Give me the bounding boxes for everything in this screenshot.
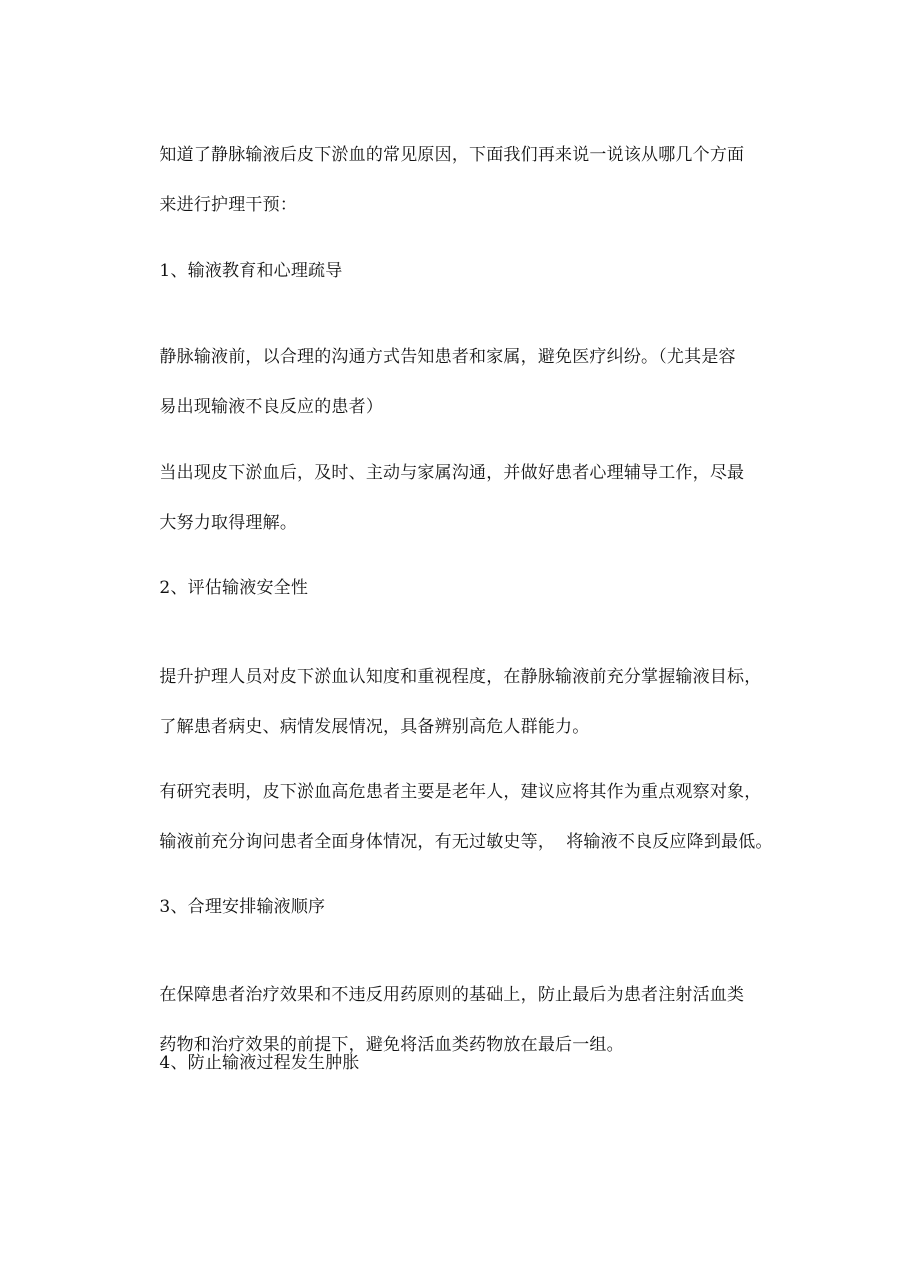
text-line: 知道了静脉输液后皮下淤血的常见原因，下面我们再来说一说该从哪几个方面 [159,145,745,165]
text-line: 输液前充分询问患者全面身体情况，有无过敏史等， 将输液不良反应降到最低。 [159,832,773,852]
text-line: 有研究表明，皮下淤血高危患者主要是老年人，建议应将其作为重点观察对象， [159,782,762,802]
paragraph-2b [137,755,787,880]
text-line: 来进行护理干预： [159,195,298,215]
text-line: 了解患者病史、病情发展情况，具备辨别高危人群能力。 [159,717,590,737]
paragraph-1b [137,436,787,561]
paragraph-2a [137,640,787,765]
intro-paragraph [137,118,787,243]
text-line: 易出现输液不良反应的患者） [159,397,384,417]
text-line: 在保障患者治疗效果和不违反用药原则的基础上，防止最后为患者注射活血类 [159,985,745,1005]
text-line: 大努力取得理解。 [159,513,298,533]
section-heading-1 [137,234,787,309]
heading-text: 4、防止输液过程发生肿胀 [159,1053,360,1073]
paragraph-1a [137,320,787,445]
heading-text: 2、评估输液安全性 [159,578,309,598]
text-line: 提升护理人员对皮下淤血认知度和重视程度，在静脉输液前充分掌握输液目标， [159,667,762,687]
section-heading-4 [137,1026,787,1101]
section-heading-3 [137,870,787,945]
text-line: 当出现皮下淤血后，及时、主动与家属沟通，并做好患者心理辅导工作，尽最 [159,463,745,483]
heading-text: 3、合理安排输液顺序 [159,897,326,917]
text-line: 静脉输液前，以合理的沟通方式告知患者和家属，避免医疗纠纷。（尤其是容 [159,347,736,367]
section-heading-2 [137,551,787,626]
heading-text: 1、输液教育和心理疏导 [159,261,343,281]
text-line: 药物和治疗效果的前提下，避免将活血类药物放在最后一组。 [159,1035,624,1055]
